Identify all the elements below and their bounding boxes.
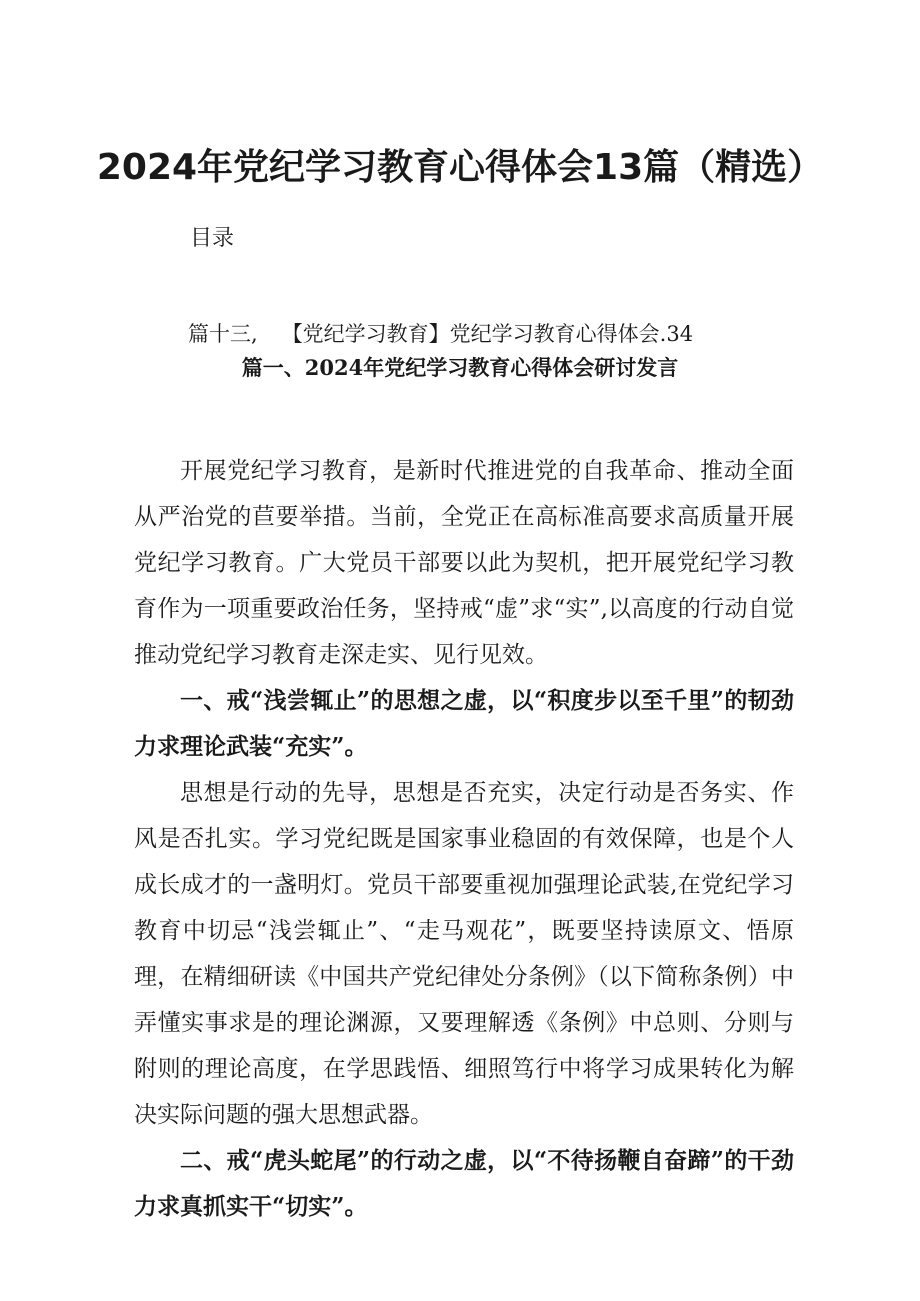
paragraph-one: 思想是行动的先导，思想是否充实，决定行动是否务实、作风是否扎实。学习党纪既是国家事业稳固的有效保障，也是个人成长成才的一盏明灯。党员干部要重视加强理论武装,在党纪学习教育中切忌“浅尝辄止”、“走马观花”，既要坚持读原文、悟原理，在精细研读《中国共产党纪律处分条例》（以下简称条例）中弄懂实事求是的理论渊源，又要理解透《条例》中总则、分则与附则的理论高度，在学思践悟、细照笃行中将学习成果转化为解决实际问题的强大思想武器。 — [134, 780, 794, 1128]
toc-entry-text: 【党纪学习教育】党纪学习教育心得体会.34 — [281, 322, 694, 346]
document-title: 2024年党纪学习教育心得体会13篇（精选） — [96, 147, 824, 188]
subheading-one: 一、戒“浅尝辄止”的思想之虚，以“积度步以至千里”的韧劲力求理论武装“充实”。 — [134, 687, 794, 760]
toc-entry-number: 篇十三, — [188, 322, 258, 346]
subheading-two: 二、戒“虎头蛇尾”的行动之虚，以“不待扬鞭自奋蹄”的干劲力求真抓实干“切实”。 — [134, 1147, 794, 1220]
toc-entry[interactable] — [188, 318, 693, 350]
toc-heading: 目录 — [190, 226, 235, 251]
section-title: 篇一、2024年党纪学习教育心得体会研讨发言 — [241, 355, 679, 380]
body-text — [134, 448, 794, 1230]
paragraph-intro: 开展党纪学习教育，是新时代推进党的自我革命、推动全面从严治党的苣要举措。当前，全党正在高标准高要求高质量开展党纪学习教育。广大党员干部要以此为契机，把开展党纪学习教育作为一项重要政治任务，坚持戒“虚”求“实”,以高度的行动自觉推动党纪学习教育走深走实、见行见效。 — [134, 458, 794, 668]
